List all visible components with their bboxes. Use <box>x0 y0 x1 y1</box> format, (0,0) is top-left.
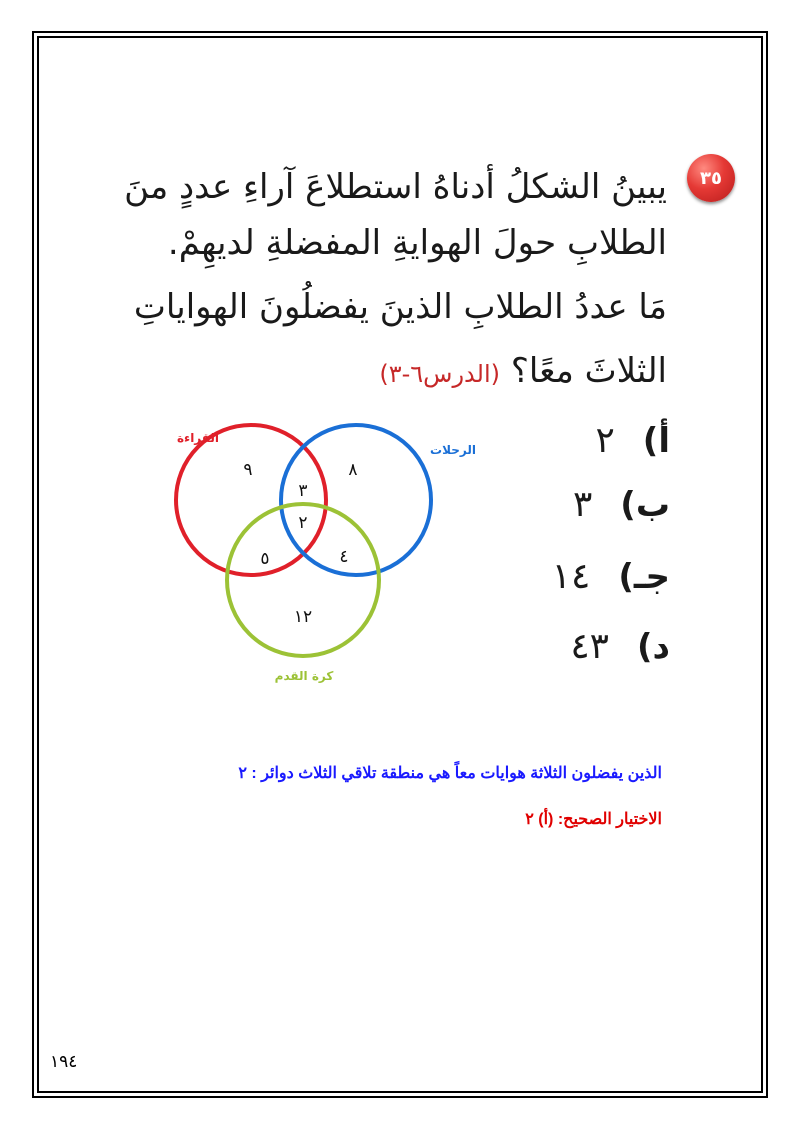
option-letter: جـ) <box>618 556 670 597</box>
region-all-three: ٢ <box>298 513 308 533</box>
region-football-only: ١٢ <box>293 607 313 627</box>
answer-explanation: الذين يفضلون الثلاثة هوايات معاً هي منطقة تلاقي الثلاث دوائر : ٢ <box>238 765 662 782</box>
question-line-2: الطلابِ حولَ الهوايةِ المفضلةِ لديهِمْ. <box>167 223 667 263</box>
option-value: ٤٣ <box>570 626 609 667</box>
option-c[interactable] <box>552 556 670 597</box>
trips-label: الرحلات <box>430 443 476 457</box>
region-reading-football: ٥ <box>260 549 270 569</box>
question-number-badge <box>687 154 735 202</box>
region-reading-only: ٩ <box>243 460 253 480</box>
question-number: ٣٥ <box>700 167 722 189</box>
option-b[interactable] <box>573 484 670 525</box>
option-value: ٣ <box>572 484 593 525</box>
answer-correct-choice: الاختيار الصحيح: (أ) ٢ <box>525 811 662 828</box>
option-value: ٢ <box>595 420 615 461</box>
football-label: كرة القدم <box>274 669 334 683</box>
region-trips-football: ٤ <box>339 547 349 567</box>
option-letter: ب) <box>620 484 670 525</box>
question-line-4 <box>379 351 667 391</box>
region-reading-trips: ٣ <box>298 481 308 501</box>
option-d[interactable] <box>570 626 670 667</box>
region-trips-only: ٨ <box>348 460 358 480</box>
page-number: ١٩٤ <box>50 1052 78 1072</box>
lesson-reference: (الدرس٦-٣) <box>379 360 500 388</box>
venn-diagram <box>128 420 508 690</box>
question-line-3: مَا عددُ الطلابِ الذينَ يفضلُونَ الهواياتِ <box>133 287 667 327</box>
question-line-1: يبينُ الشكلُ أدناهُ استطلاعَ آراءِ عددٍ منَ <box>124 167 667 207</box>
option-a[interactable] <box>595 420 670 461</box>
question-line-4-text: الثلاثَ معًا؟ <box>510 351 667 391</box>
option-letter: د) <box>637 626 670 667</box>
option-value: ١٤ <box>551 556 591 597</box>
reading-label: القراءة <box>176 431 220 445</box>
option-letter: أ) <box>642 420 670 461</box>
